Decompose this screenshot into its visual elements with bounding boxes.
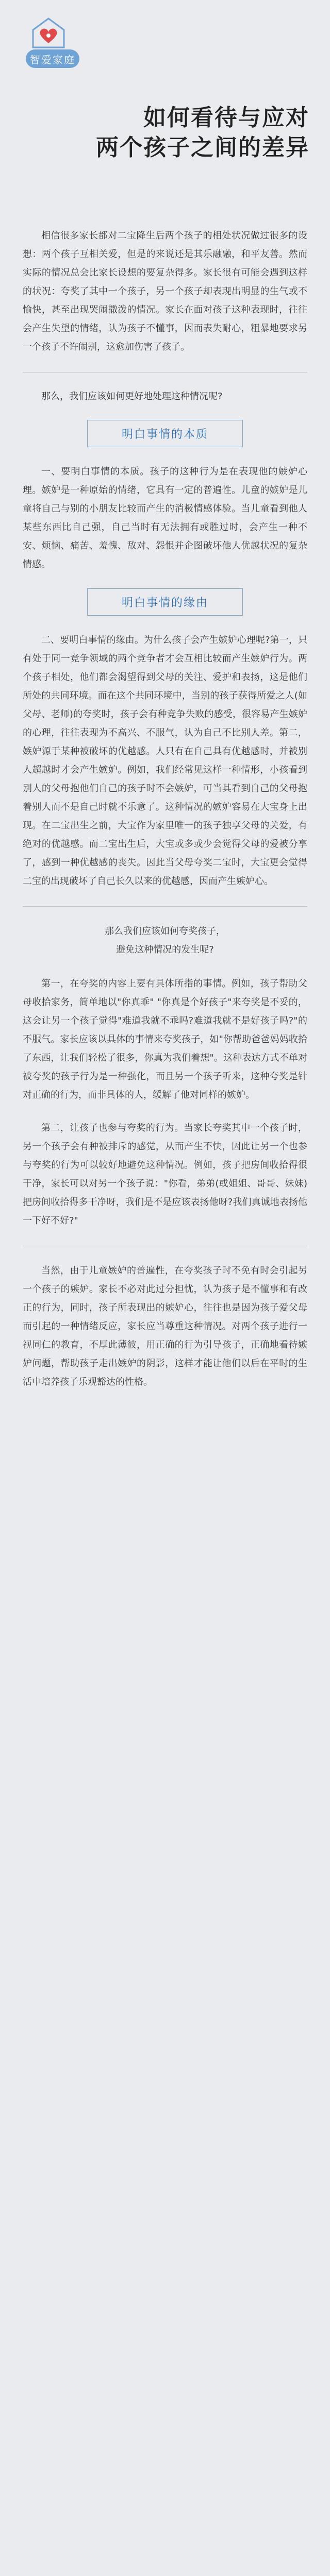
- section2-paragraph: 二、要明白事情的缘由。为什么孩子会产生嫉妒心理呢?第一，只有处于同一竞争领域的两个竞争者才会互相比较而产生嫉妒行为。两个孩子相处，他们都会渴望得到父母的关注、爱护和表扬，这是他们所处的共同环境。而在这个共同环境中，当别的孩子获得所爱之人(如父母、老师)的夸奖时，孩子会有种竞争失败的感受，很容易产生嫉妒的心理，往往表现为不高兴、不服气，认为自己不比别人差。第二，嫉妒源于某种被破坏的优越感。人只有在自己具有优越感时，并被别人超越时才会产生嫉妒。例如，我们经常见这样一种情形，小孩看到别人的父母抱他们自己的孩子时不会嫉妒，可当其看到自己的父母抱着别人而不是自己时就不乐意了。这种情况的嫉妒容易在大宝身上出现。在二宝出生之前，大宝作为家里唯一的孩子独享父母的关爱，有绝对的优越感。而二宝出生后，大宝或多或少会觉得父母的爱被分享了，感到一种优越感的丧失。因此当父母夸奖二宝时，大宝更会觉得二宝的出现破坏了自己长久以来的优越感，因而产生嫉妒心。: [23, 635, 307, 887]
- closing-paragraph: 当然，由于儿童嫉妒的普遍性，在夸奖孩子时不免有时会引起另一个孩子的嫉妒。家长不必对此过分担忧，认为孩子是不懂事和有改正的行为，同时，孩子所表现出的嫉妒心，往往也是因为孩子爱父母而引起的一种情绪反应，家长应当尊重这种情况。对两个孩子进行一视同仁的教育，不厚此薄彼，用正确的行为引导孩子，正确地看待嫉妒问题，帮助孩子走出嫉妒的阴影，这样才能让他们以后在平时的生活中培养孩子乐观豁达的性格。: [23, 1265, 307, 1387]
- article-header: [0, 0, 330, 161]
- praise-question-line-1: 那么我们应该如何夸奖孩子，: [105, 926, 225, 937]
- title-line-1: 如何看待与应对: [143, 105, 309, 131]
- brand-logo: [18, 11, 79, 68]
- praise-tip-1: 第一，在夸奖的内容上要有具体所指的事情。例如，孩子帮助父母收拾家务，简单地以"你真乖" "你真是个好孩子"来夸奖是不妥的，这会让另一个孩子觉得"难道我就不乖吗?难道我就不是好孩子吗?"的不服气。家长应该以具体的事情来夸奖孩子，如"你帮助爸爸妈妈收拾了东西，让我们轻松了很多，你真为我们着想"。这种表达方式不单对被夸奖的孩子行为是一种强化，而且另一个孩子听来，这种夸奖是针对正确的行为，而非具体的人，缓解了他对同样的嫉妒。: [23, 978, 307, 1100]
- brand-logo-text: 智爱家庭: [26, 49, 79, 68]
- divider: [23, 906, 307, 907]
- praise-question-line-2: 避免这种情况的发生呢?: [116, 944, 214, 955]
- section1-paragraph: 一、要明白事情的本质。孩子的这种行为是在表现他的嫉妒心理。嫉妒是一种原始的情绪，它具有一定的普遍性。儿童的嫉妒是儿童将自己与别的小朋友比较而产生的消极情感体验。当儿童看到他人某些东西比自己强，自己当时有无法拥有或胜过时，会产生一种不安、烦恼、痛苦、羞愧、敌对、怨恨并企图破坏他人优越状况的复杂情感。: [23, 466, 307, 570]
- intro-paragraph: 相信很多家长都对二宝降生后两个孩子的相处状况做过很多的设想：两个孩子互相关爱，但是的来说还是其乐融融，和平友善。然而实际的情况总会比家长设想的要复杂得多。家长很有可能会遇到这样的状况：夸奖了其中一个孩子，另一个孩子却表现出明显的生气或不愉快，甚至出现哭闹撒泼的情况。家长在面对孩子这种表现时，往往会产生失望的情绪，认为孩子不懂事，因而表失耐心，粗暴地要求另一个孩子不许闹别，这愈加伤害了孩子。: [23, 230, 307, 352]
- article-title: [93, 103, 309, 163]
- praise-question: [23, 922, 307, 959]
- article-body: [23, 227, 307, 1406]
- title-line-2: 两个孩子之间的差异: [96, 134, 309, 161]
- heart-house-icon: [18, 11, 79, 53]
- intro-question: 那么，我们应该如何更好地处理这种情况呢?: [41, 391, 223, 402]
- section-heading-cause: 明白事情的缘由: [87, 588, 243, 616]
- section-heading-essence: 明白事情的本质: [87, 420, 243, 447]
- praise-tip-2: 第二，让孩子也参与夸奖的行为。当家长夸奖其中一个孩子时，另一个孩子会有种被排斥的感觉，从而产生不快，因此让另一个也参与夸奖的行为可以较好地避免这种情况。例如，孩子把房间收拾得很干净，家长可以对另一个孩子说："你看，弟弟(或姐姐、哥哥、妹妹)把房间收拾得多干净呀，我们是不是应该表扬他呀?我们真诚地表扬他一下好不好?": [23, 1123, 307, 1226]
